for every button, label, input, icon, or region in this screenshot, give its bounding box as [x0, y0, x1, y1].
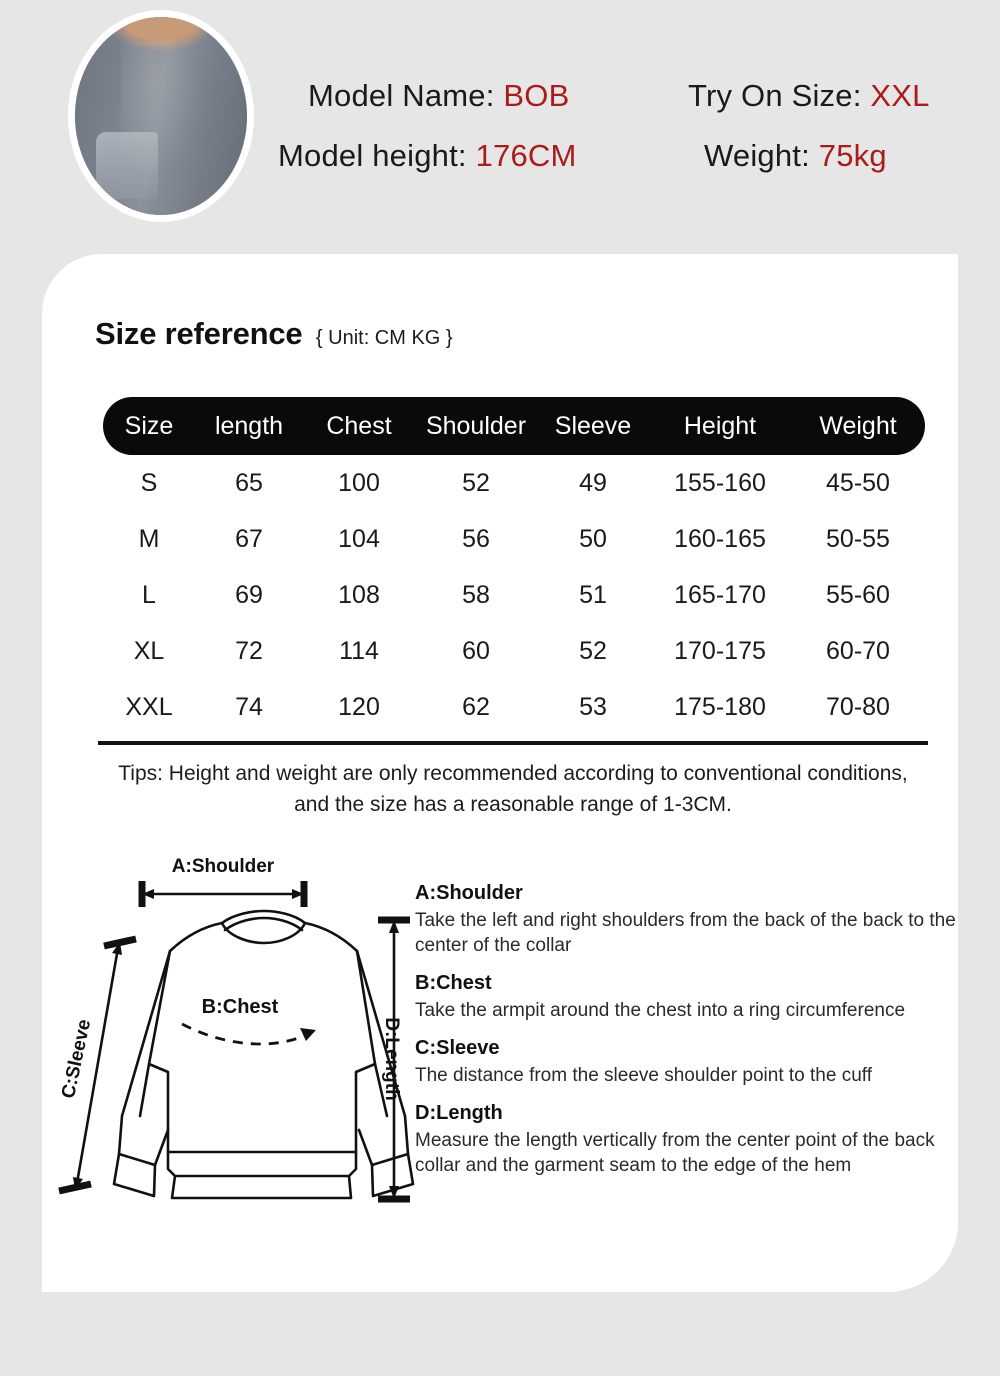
- table-row: [103, 679, 925, 735]
- table-bottom-rule: [98, 741, 928, 745]
- cell-height: 175-180: [674, 692, 766, 721]
- guide-item-length: [415, 1102, 960, 1178]
- cell-length: 74: [235, 692, 263, 721]
- measurement-guide-list: [415, 882, 960, 1178]
- model-info-strip: [0, 0, 1000, 255]
- size-reference-card: [42, 254, 958, 1292]
- cell-shoulder: 56: [462, 524, 490, 553]
- model-name-fact: [308, 68, 569, 124]
- cell-sleeve: 50: [579, 524, 607, 553]
- model-weight-value: 75kg: [818, 138, 887, 173]
- try-on-size-label: Try On Size:: [688, 78, 862, 113]
- cell-chest: 120: [338, 692, 380, 721]
- cell-weight: 70-80: [826, 692, 890, 721]
- cell-height: 165-170: [674, 580, 766, 609]
- column-header-shoulder: Shoulder: [425, 411, 527, 440]
- cell-weight: 50-55: [826, 524, 890, 553]
- model-facts-row-1: [268, 68, 968, 124]
- model-height-fact: [278, 128, 577, 184]
- cell-sleeve: 49: [579, 468, 607, 497]
- model-weight-label: Weight:: [704, 138, 810, 173]
- collar-inner: [225, 918, 302, 930]
- try-on-size-value: XXL: [870, 78, 930, 113]
- table-row: [103, 511, 925, 567]
- cell-size: M: [138, 524, 160, 553]
- cell-height: 170-175: [674, 636, 766, 665]
- cell-weight: 55-60: [826, 580, 890, 609]
- size-table: [103, 397, 925, 735]
- guide-text-length: Measure the length vertically from the center point of the back collar and the garment seam to the edge of the hem: [415, 1130, 935, 1176]
- guide-text-chest: Take the armpit around the chest into a ring circumference: [415, 1000, 906, 1021]
- guide-item-sleeve: [415, 1037, 960, 1088]
- cell-shoulder: 60: [462, 636, 490, 665]
- table-row: [103, 623, 925, 679]
- cell-shoulder: 62: [462, 692, 490, 721]
- column-header-sleeve: Sleeve: [554, 411, 632, 440]
- model-name-label: Model Name:: [308, 78, 495, 113]
- shoulder-dimension-arrow: [142, 881, 304, 907]
- cell-chest: 100: [338, 468, 380, 497]
- model-weight-fact: [704, 128, 887, 184]
- model-photo-avatar: [68, 10, 254, 222]
- guide-text-shoulder: Take the left and right shoulders from the back of the back to the center of the collar: [415, 910, 956, 956]
- cell-size: S: [140, 468, 158, 497]
- page-title: Size reference: [95, 316, 303, 351]
- chest-dimension-arrow: [182, 1024, 316, 1044]
- column-header-size: Size: [124, 411, 174, 440]
- column-header-length: length: [214, 411, 284, 440]
- table-row: [103, 567, 925, 623]
- guide-heading-chest: B:Chest: [415, 972, 492, 994]
- model-height-value: 176CM: [475, 138, 577, 173]
- cell-sleeve: 51: [579, 580, 607, 609]
- cell-height: 160-165: [674, 524, 766, 553]
- try-on-size-fact: [688, 68, 930, 124]
- cell-height: 155-160: [674, 468, 766, 497]
- cell-shoulder: 58: [462, 580, 490, 609]
- model-height-label: Model height:: [278, 138, 467, 173]
- length-dimension-label: D:Length: [381, 1017, 402, 1101]
- cell-weight: 60-70: [826, 636, 890, 665]
- tips-text: Tips: Height and weight are only recommended according to conventional conditions, and the size has a reasonable range of 1-3CM.: [118, 762, 908, 816]
- guide-item-chest: [415, 972, 960, 1023]
- guide-heading-length: D:Length: [415, 1102, 503, 1124]
- cell-shoulder: 52: [462, 468, 490, 497]
- guide-heading-sleeve: C:Sleeve: [415, 1037, 500, 1059]
- cell-sleeve: 52: [579, 636, 607, 665]
- left-sleeve-seam: [140, 1064, 149, 1116]
- table-header-row: [103, 397, 925, 455]
- cell-length: 69: [235, 580, 263, 609]
- section-title-row: [95, 316, 453, 352]
- unit-note: { Unit: CM KG }: [315, 327, 453, 349]
- cell-length: 72: [235, 636, 263, 665]
- guide-item-shoulder: [415, 882, 960, 958]
- cell-sleeve: 53: [579, 692, 607, 721]
- column-header-chest: Chest: [326, 411, 392, 440]
- cell-size: L: [142, 580, 156, 609]
- shoulder-dimension-label: A:Shoulder: [171, 856, 275, 877]
- chest-dimension-label: B:Chest: [201, 996, 279, 1018]
- sweatshirt-diagram-svg: [42, 854, 422, 1224]
- cell-size: XL: [133, 636, 165, 665]
- model-facts: [268, 62, 968, 192]
- cell-chest: 114: [339, 636, 379, 665]
- model-facts-row-2: [268, 128, 968, 184]
- left-sleeve-outline: [119, 951, 170, 1165]
- guide-heading-shoulder: A:Shoulder: [415, 882, 523, 904]
- table-row: [103, 455, 925, 511]
- cell-weight: 45-50: [826, 468, 890, 497]
- garment-body-outline: [149, 923, 375, 1176]
- model-name-value: BOB: [503, 78, 570, 113]
- cell-size: XXL: [125, 692, 173, 721]
- sleeve-dimension-label: C:Sleeve: [58, 1017, 96, 1101]
- column-header-weight: Weight: [819, 411, 897, 440]
- left-cuff: [114, 1154, 155, 1196]
- cell-length: 67: [235, 524, 263, 553]
- column-header-height: Height: [683, 411, 757, 440]
- model-photo-image: [75, 17, 247, 215]
- garment-measurement-diagram: [42, 854, 422, 1224]
- cell-chest: 108: [338, 580, 380, 609]
- cell-chest: 104: [338, 524, 380, 553]
- hem-band: [172, 1176, 351, 1198]
- cell-length: 65: [235, 468, 263, 497]
- guide-text-sleeve: The distance from the sleeve shoulder point to the cuff: [415, 1065, 872, 1086]
